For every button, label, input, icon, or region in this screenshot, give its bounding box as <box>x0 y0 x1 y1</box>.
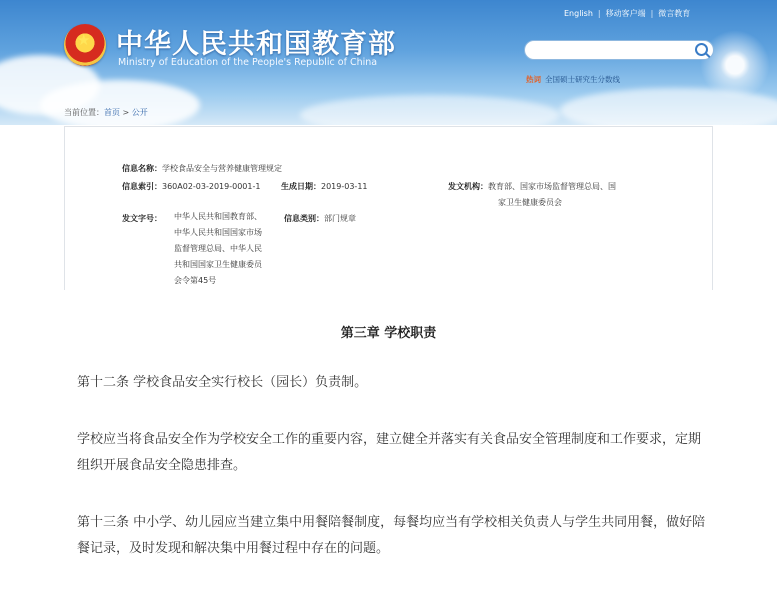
info-name-row <box>122 163 282 174</box>
chapter-heading: 第三章 学校职责 <box>340 326 437 341</box>
english-link[interactable]: English <box>564 9 593 18</box>
search-icon[interactable] <box>695 43 708 56</box>
breadcrumb-current-link[interactable]: 公开 <box>131 108 148 117</box>
info-category-label: 信息类别： <box>284 214 324 223</box>
breadcrumb <box>64 107 148 118</box>
info-org-label: 发文机构： <box>448 182 488 191</box>
breadcrumb-prefix: 当前位置： <box>64 108 104 117</box>
info-date-row <box>281 181 368 192</box>
info-doc-line: 中华人民共和国教育部、 <box>174 212 262 221</box>
info-doc-label-row <box>122 213 162 224</box>
info-date-value: 2019-03-11 <box>321 182 368 191</box>
info-org-value: 教育部、国家市场监督管理总局、国 <box>488 182 616 191</box>
article-line: 第十二条 学校食品安全实行校长（园长）负责制。 <box>77 375 368 390</box>
hot-words-label: 热词 <box>526 75 541 84</box>
info-doc-line: 监督管理总局、中华人民 <box>174 244 262 253</box>
info-index-label: 信息索引： <box>122 182 162 191</box>
breadcrumb-home-link[interactable]: 首页 <box>104 108 120 117</box>
info-category-value: 部门规章 <box>324 214 356 223</box>
national-emblem-icon: ★ <box>64 24 106 66</box>
article-line: 组织开展食品安全隐患排查。 <box>77 458 247 473</box>
info-doc-label: 发文字号： <box>122 214 162 223</box>
info-doc-line: 会令第45号 <box>174 276 217 285</box>
weiyan-education-link[interactable]: 微言教育 <box>658 9 691 18</box>
top-links: English | 移动客户端 | 微言教育 <box>559 8 695 19</box>
info-org-line2: 家卫生健康委员会 <box>498 198 562 207</box>
hot-word-link[interactable]: 全国硕士研究生分数线 <box>545 75 620 84</box>
info-doc-line: 共和国国家卫生健康委员 <box>174 260 262 269</box>
site-subtitle: Ministry of Education of the People's Republic of China <box>118 57 378 68</box>
article-line: 第十三条 中小学、幼儿园应当建立集中用餐陪餐制度，每餐均应当有学校相关负责人与学生共同用餐，做好陪 <box>77 515 706 530</box>
dandelion-decoration-icon <box>700 30 770 100</box>
info-doc-value <box>174 209 286 289</box>
info-org-value-continued <box>498 197 562 208</box>
mobile-client-link[interactable]: 移动客户端 <box>605 9 646 18</box>
document-info-panel <box>64 126 713 290</box>
search-input[interactable] <box>524 40 714 60</box>
article-paragraph <box>77 427 767 479</box>
info-category-row <box>284 213 356 224</box>
article-paragraph <box>77 510 767 562</box>
info-index-value: 360A02-03-2019-0001-1 <box>162 182 261 191</box>
info-name-value: 学校食品安全与营养健康管理规定 <box>162 164 282 173</box>
article-line: 学校应当将食品安全作为学校安全工作的重要内容，建立健全并落实有关食品安全管理制度和工作要求，定期 <box>77 432 702 447</box>
breadcrumb-separator: > <box>120 108 132 117</box>
article-line: 餐记录，及时发现和解决集中用餐过程中存在的问题。 <box>77 541 390 556</box>
info-name-label: 信息名称： <box>122 164 162 173</box>
site-title[interactable]: 中华人民共和国教育部 <box>116 29 396 60</box>
info-org-row <box>448 181 616 192</box>
info-doc-line: 中华人民共和国国家市场 <box>174 228 262 237</box>
info-date-label: 生成日期： <box>281 182 321 191</box>
hot-words <box>526 74 620 85</box>
article-paragraph <box>77 370 767 396</box>
info-index-row <box>122 181 260 192</box>
